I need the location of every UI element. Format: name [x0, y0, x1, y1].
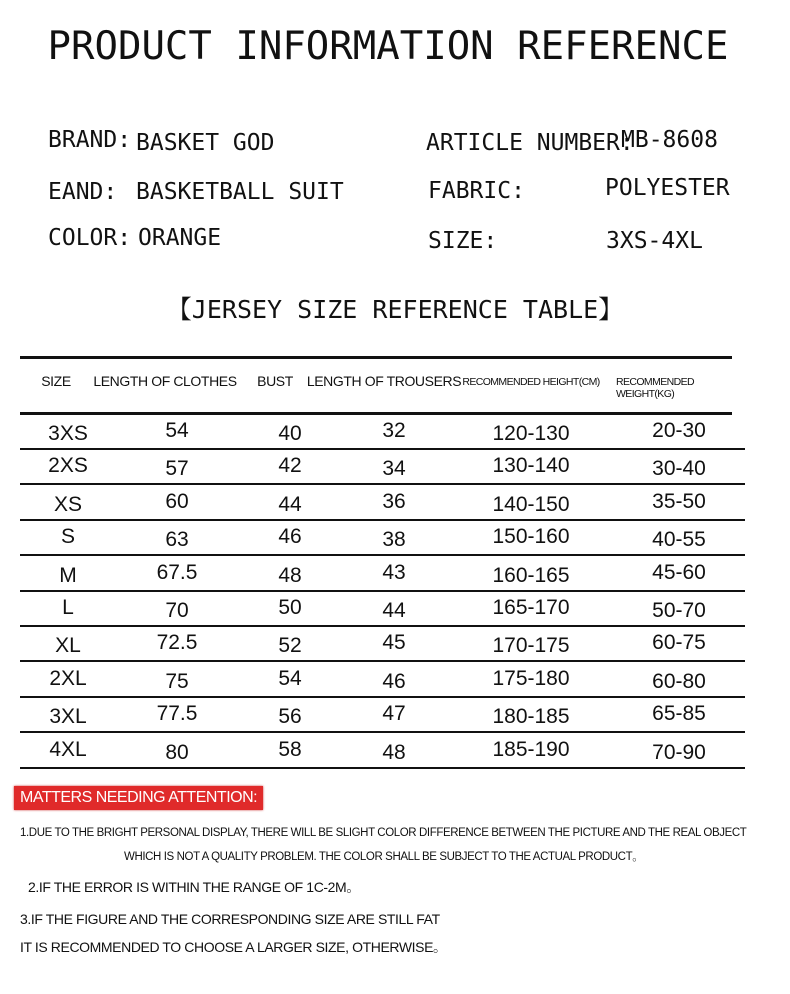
- table-row: [0, 662, 790, 697]
- cell-length-clothes: 60: [165, 489, 189, 513]
- note-1-line-2: WHICH IS NOT A QUALITY PROBLEM. THE COLOR SHALL BE SUBJECT TO THE ACTUAL PRODUCT。: [124, 851, 644, 863]
- cell-size: XL: [55, 634, 81, 658]
- cell-size: XS: [53, 492, 83, 516]
- table-row: [0, 449, 790, 484]
- cell-height: 120-130: [492, 422, 570, 445]
- cell-weight: 35-50: [652, 489, 706, 513]
- cell-length-trousers: 43: [382, 560, 406, 584]
- cell-size: 3XL: [49, 705, 87, 729]
- attention-badge: MATTERS NEEDING ATTENTION:: [14, 786, 263, 810]
- cell-length-trousers: 47: [382, 702, 406, 726]
- header-bust: BUST: [257, 373, 293, 389]
- article-value: MB-8608: [621, 127, 718, 153]
- cell-height: 170-175: [492, 634, 570, 658]
- table-row: [0, 591, 790, 626]
- cell-length-clothes: 54: [165, 419, 189, 442]
- cell-weight: 20-30: [652, 419, 706, 442]
- cell-height: 150-160: [492, 525, 570, 549]
- cell-height: 165-170: [492, 596, 570, 619]
- cell-weight: 40-55: [652, 528, 706, 552]
- size-label: SIZE:: [428, 228, 498, 254]
- fabric-label: FABRIC:: [428, 178, 525, 204]
- cell-length-clothes: 72.5: [156, 631, 198, 655]
- cell-size: 3XS: [48, 422, 88, 445]
- cell-length-trousers: 38: [382, 528, 406, 552]
- cell-bust: 48: [278, 563, 302, 587]
- size-value: 3XS-4XL: [606, 228, 703, 254]
- cell-length-clothes: 57: [165, 457, 189, 481]
- cell-size: 2XL: [49, 666, 87, 690]
- cell-bust: 54: [278, 666, 302, 690]
- page-title: PRODUCT INFORMATION REFERENCE: [47, 24, 729, 69]
- cell-weight: 70-90: [652, 740, 706, 764]
- cell-weight: 50-70: [652, 599, 706, 622]
- fabric-value: POLYESTER: [605, 175, 730, 201]
- cell-weight: 65-85: [652, 702, 706, 726]
- color-label: COLOR:: [48, 225, 132, 251]
- row-divider: [20, 767, 745, 769]
- cell-length-trousers: 45: [382, 631, 406, 655]
- cell-bust: 50: [278, 596, 302, 619]
- cell-length-clothes: 63: [165, 528, 189, 552]
- table-row: [0, 556, 790, 591]
- table-top-border: [20, 356, 732, 359]
- table-row: [0, 697, 790, 732]
- table-row: [0, 520, 790, 555]
- cell-height: 160-165: [492, 563, 570, 587]
- note-3-line-2: IT IS RECOMMENDED TO CHOOSE A LARGER SIZE, OTHERWISE。: [20, 939, 447, 955]
- cell-length-trousers: 34: [382, 457, 406, 481]
- cell-length-trousers: 32: [382, 419, 406, 442]
- table-row: [0, 626, 790, 661]
- header-length-clothes: LENGTH OF CLOTHES: [93, 373, 237, 389]
- note-1-line-1: 1.DUE TO THE BRIGHT PERSONAL DISPLAY, THERE WILL BE SLIGHT COLOR DIFFERENCE BETWEEN THE PICTURE AND THE REAL OBJECT: [20, 827, 747, 839]
- cell-size: L: [62, 596, 74, 619]
- cell-height: 130-140: [492, 454, 570, 478]
- cell-height: 140-150: [492, 492, 570, 516]
- cell-size: M: [59, 563, 77, 587]
- cell-bust: 52: [278, 634, 302, 658]
- table-row: [0, 485, 790, 520]
- cell-weight: 60-80: [652, 669, 706, 693]
- cell-bust: 56: [278, 705, 302, 729]
- table-title: 【JERSEY SIZE REFERENCE TABLE】: [166, 295, 624, 324]
- eand-value: BASKETBALL SUIT: [136, 179, 344, 205]
- cell-length-clothes: 77.5: [156, 702, 198, 726]
- cell-height: 180-185: [492, 705, 570, 729]
- cell-length-trousers: 44: [382, 599, 406, 622]
- cell-length-trousers: 46: [382, 669, 406, 693]
- cell-length-clothes: 80: [165, 740, 189, 764]
- cell-height: 175-180: [492, 666, 570, 690]
- brand-value: BASKET GOD: [136, 130, 275, 156]
- cell-height: 185-190: [492, 737, 570, 761]
- cell-bust: 42: [278, 454, 302, 478]
- cell-weight: 60-75: [652, 631, 706, 655]
- cell-length-clothes: 75: [165, 669, 189, 693]
- table-row: [0, 733, 790, 768]
- cell-bust: 44: [278, 492, 302, 516]
- article-label: ARTICLE NUMBER:: [426, 130, 634, 156]
- cell-weight: 45-60: [652, 560, 706, 584]
- cell-bust: 40: [278, 422, 302, 445]
- cell-size: 4XL: [49, 737, 87, 761]
- header-size: SIZE: [41, 373, 71, 389]
- brand-label: BRAND:: [48, 127, 132, 153]
- header-weight: RECOMMENDED WEIGHT(KG): [616, 376, 694, 400]
- cell-weight: 30-40: [652, 457, 706, 481]
- table-row: [0, 414, 790, 449]
- cell-length-trousers: 48: [382, 740, 406, 764]
- cell-length-clothes: 70: [165, 599, 189, 622]
- cell-bust: 58: [278, 737, 302, 761]
- cell-bust: 46: [278, 525, 302, 549]
- note-3-line-1: 3.IF THE FIGURE AND THE CORRESPONDING SIZE ARE STILL FAT: [20, 911, 440, 927]
- header-height: RECOMMENDED HEIGHT(CM): [462, 376, 600, 388]
- cell-size: S: [60, 525, 76, 549]
- eand-label: EAND:: [48, 179, 118, 205]
- cell-length-clothes: 67.5: [156, 560, 198, 584]
- color-value: ORANGE: [138, 225, 222, 251]
- note-2: 2.IF THE ERROR IS WITHIN THE RANGE OF 1C-2M。: [28, 879, 360, 895]
- cell-length-trousers: 36: [382, 489, 406, 513]
- cell-size: 2XS: [48, 454, 88, 478]
- header-length-trousers: LENGTH OF TROUSERS: [306, 373, 462, 389]
